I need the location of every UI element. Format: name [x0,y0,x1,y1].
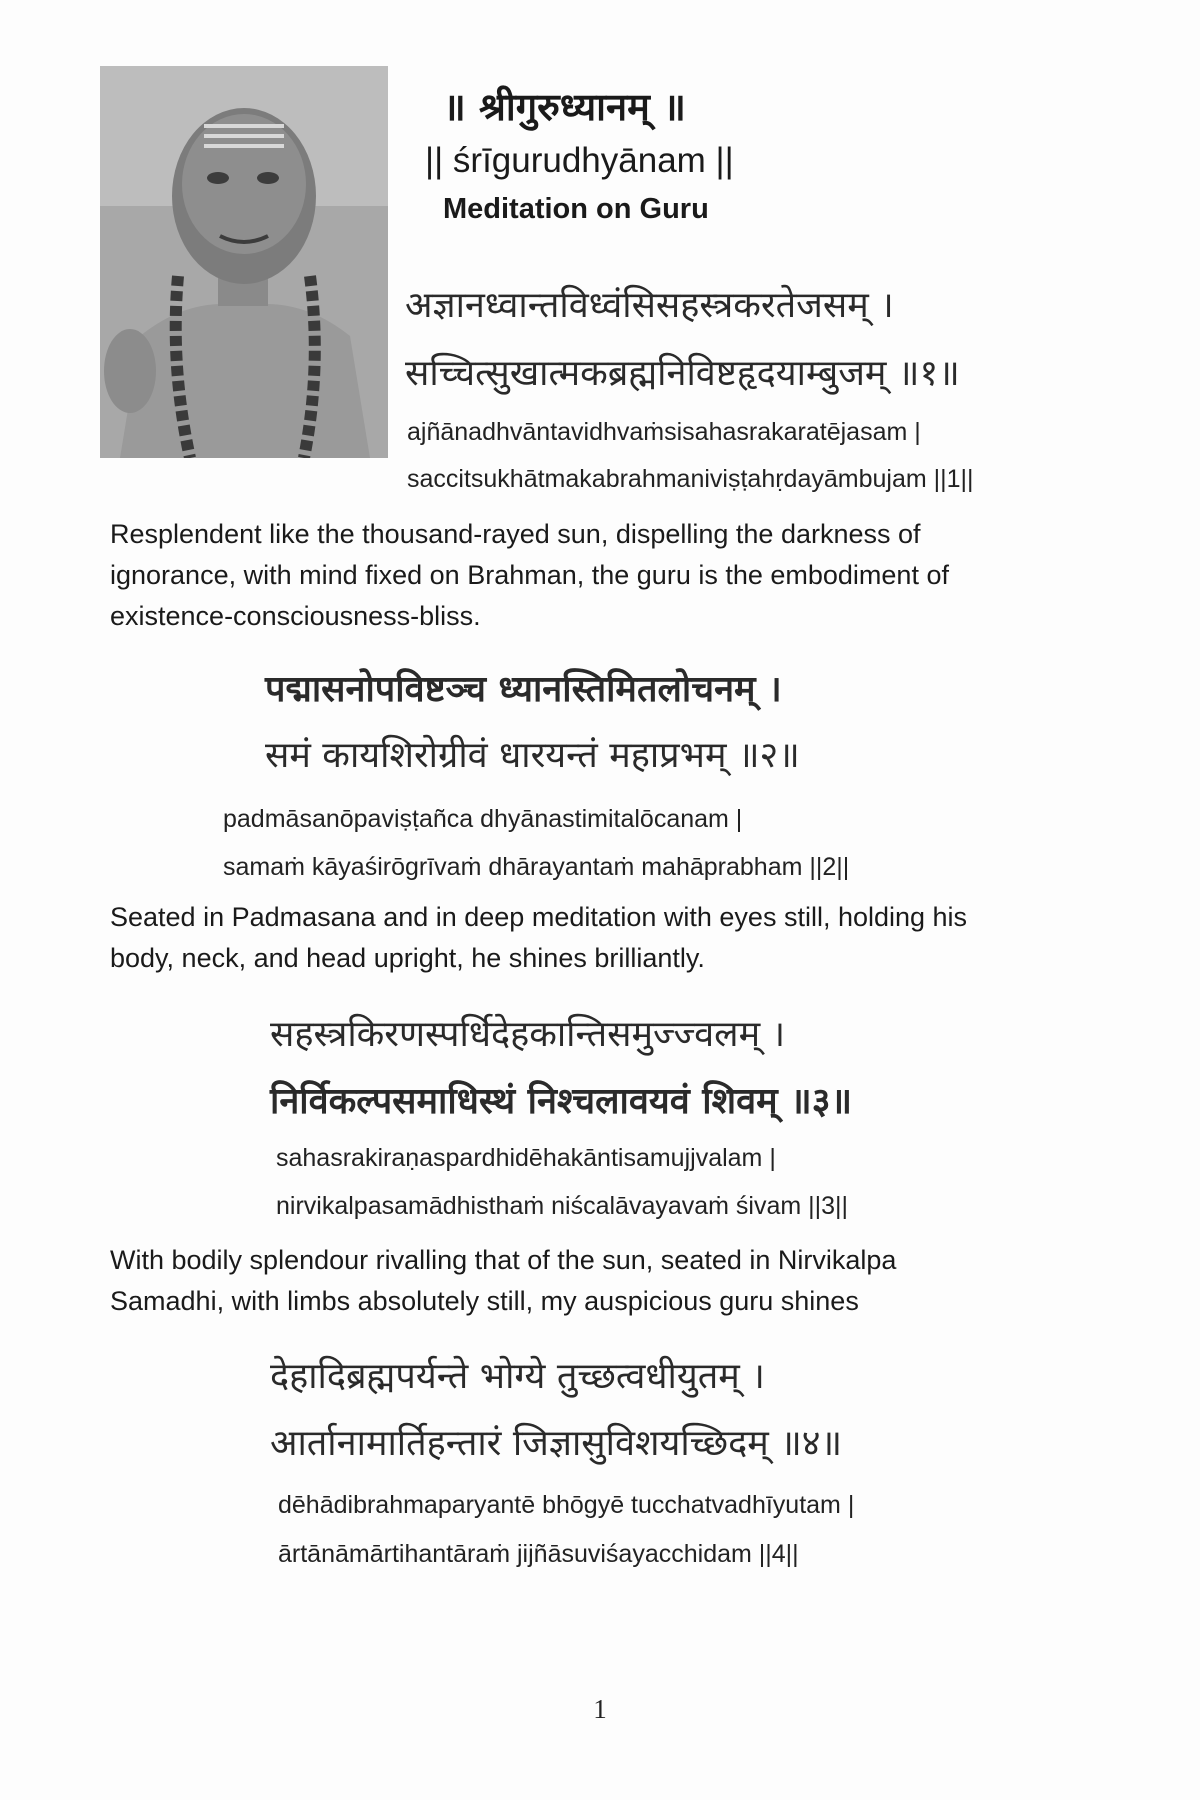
verse-3-translation-line-2: Samadhi, with limbs absolutely still, my auspicious guru shines [110,1286,859,1316]
verse-3-devanagari-line-1: सहस्त्रकिरणस्पर्धिदेहकान्तिसमुज्ज्वलम् । [270,1014,786,1055]
verse-1-devanagari-line-1: अज्ञानध्वान्तविध्वंसिसहस्त्रकरतेजसम् । [405,285,894,326]
verse-4-devanagari-line-2: आर्तानामार्तिहन्तारं जिज्ञासुविशयच्छिदम् ॥४॥ [270,1423,843,1464]
verse-2-translation-line-1: Seated in Padmasana and in deep meditation with eyes still, holding his [110,902,968,932]
title-transliteration: || śrīgurudhyānam || [425,141,734,180]
verse-1-devanagari-line-2: सच्चित्सुखात्मकब्रह्मनिविष्टहृदयाम्बुजम् ॥१॥ [405,353,960,394]
verse-1-translation [110,514,1085,637]
page-number: 1 [593,1694,607,1724]
verse-3-devanagari-line-2: निर्विकल्पसमाधिस्थं निश्चलावयवं शिवम् ॥३॥ [270,1081,853,1122]
verse-4-iast-line-1: dēhādibrahmaparyantē bhōgyē tucchatvadhīyutam | [278,1491,855,1519]
verse-3-iast-line-1: sahasrakiraṇaspardhidēhakāntisamujjvalam | [276,1144,776,1172]
verse-3-translation-line-1: With bodily splendour rivalling that of the sun, seated in Nirvikalpa [110,1245,897,1275]
verse-4-devanagari-line-1: देहादिब्रह्मपर्यन्ते भोग्ये तुच्छत्वधीयुतम् । [270,1356,765,1397]
verse-1-iast-line-1: ajñānadhvāntavidhvaṁsisahasrakaratējasam | [407,418,921,446]
verse-4-iast-line-2: ārtānāmārtihantāraṁ jijñāsuviśayacchidam ||4|| [278,1540,799,1568]
title-block [405,78,825,232]
verse-2-devanagari-line-1: पद्मासनोपविष्टञ्च ध्यानस्तिमितलोचनम् । [265,669,782,710]
verse-2-translation-line-2: body, neck, and head upright, he shines brilliantly. [110,943,705,973]
verse-2-iast-line-1: padmāsanōpaviṣṭañca dhyānastimitalōcanam | [223,805,743,833]
verse-2-translation [110,897,1085,979]
title-english: Meditation on Guru [443,193,709,225]
verse-2-devanagari-line-2: समं कायशिरोग्रीवं धारयन्तं महाप्रभम् ॥२॥ [265,735,800,776]
verse-2-iast-line-2: samaṁ kāyaśirōgrīvaṁ dhārayantaṁ mahāprabham ||2|| [223,853,850,881]
verse-1-translation-line-3: existence-consciousness-bliss. [110,601,481,631]
verse-3-iast-line-2: nirvikalpasamādhisthaṁ niścalāvayavaṁ śivam ||3|| [276,1192,849,1220]
portrait-image [100,66,388,458]
title-devanagari: ॥ श्रीगुरुध्यानम् ॥ [443,85,686,129]
verse-1-translation-line-2: ignorance, with mind fixed on Brahman, the guru is the embodiment of [110,560,949,590]
verse-1-translation-line-1: Resplendent like the thousand-rayed sun, dispelling the darkness of [110,519,921,549]
guru-portrait-photo [100,66,388,458]
verse-3-translation [110,1240,1085,1322]
verse-1-iast-line-2: saccitsukhātmakabrahmaniviṣṭahṛdayāmbujam ||1|| [407,465,974,493]
